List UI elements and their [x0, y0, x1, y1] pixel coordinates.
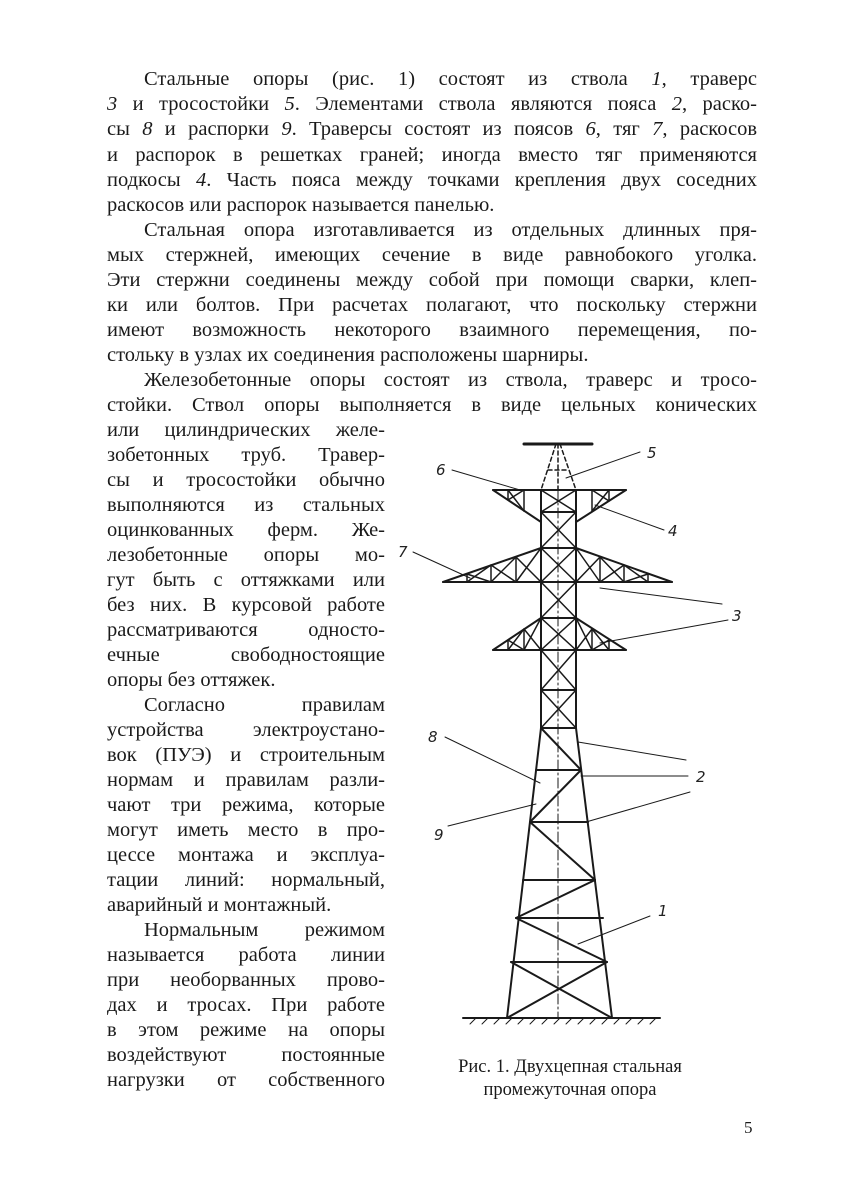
text-line: нагрузки от собственного [107, 1069, 385, 1091]
text-line: тации линий: нормальный, [107, 869, 385, 891]
figure-caption-line2: промежуточная опора [483, 1080, 657, 1100]
text-line: в этом режиме на опоры [107, 1019, 385, 1041]
text-line: воздействуют постоянные [107, 1044, 385, 1066]
text-line: и распорок в решетках граней; иногда вместо тяг применяются [107, 144, 757, 166]
ground-wire-peak [541, 444, 576, 490]
text-line: Согласно правилам [144, 694, 385, 716]
leg-right [576, 728, 612, 1018]
lower-bracing [507, 728, 612, 1018]
label-7: 7 [398, 543, 408, 561]
text-line: оцинкованных ферм. Же- [107, 519, 385, 541]
text-line: гут быть с оттяжками или [107, 569, 385, 591]
text-line: устройства электроустано- [107, 719, 385, 741]
text-line: подкосы 4. Часть пояса между точками крепления двух соседних [107, 169, 757, 191]
text-line: Стальные опоры (рис. 1) состоят из ствола 1, траверс [144, 68, 757, 90]
text-line: Железобетонные опоры состоят из ствола, траверс и тросо- [144, 369, 757, 391]
label-2: 2 [696, 768, 706, 786]
text-line: Стальная опора изготавливается из отдельных длинных пря- [144, 219, 757, 241]
text-line: или цилиндрических желе- [107, 419, 385, 441]
text-line: чают три режима, которые [107, 794, 385, 816]
text-line: дах и тросах. При работе [107, 994, 385, 1016]
label-8: 8 [428, 728, 438, 746]
text-line: стольку в узлах их соединения расположены шарниры. [107, 344, 589, 366]
crossarm-top [493, 490, 626, 522]
text-line: ечные свободностоящие [107, 644, 385, 666]
text-line: при необорванных прово- [107, 969, 385, 991]
text-line: раскосов или распорок называется панелью. [107, 194, 495, 216]
text-line: нормам и правилам разли- [107, 769, 385, 791]
leader-lines [413, 452, 728, 944]
text-line: аварийный и монтажный. [107, 894, 332, 916]
leg-left [507, 728, 541, 1018]
label-5: 5 [647, 444, 657, 462]
label-9: 9 [434, 826, 444, 844]
text-line: рассматриваются односто- [107, 619, 385, 641]
text-line: цессе монтажа и эксплуа- [107, 844, 385, 866]
text-line: сы и тросостойки обычно [107, 469, 385, 491]
text-line: стойки. Ствол опоры выполняется в виде цельных конических [107, 394, 757, 416]
text-line: Эти стержни соединены между собой при помощи сварки, клеп- [107, 269, 757, 291]
label-6: 6 [436, 461, 446, 479]
text-line: сы 8 и распорки 9. Траверсы состоят из поясов 6, тяг 7, раскосов [107, 118, 758, 140]
text-line: Нормальным режимом [144, 919, 385, 941]
text-line: 3 и тросостойки 5. Элементами ствола являются пояса 2, раско- [107, 93, 757, 115]
text-line: мых стержней, имеющих сечение в виде равнобокого уголка. [107, 244, 757, 266]
text-line: называется работа линии [107, 944, 385, 966]
text-line: без них. В курсовой работе [107, 594, 385, 616]
label-1: 1 [658, 902, 668, 920]
figure-caption-line1: Рис. 1. Двухцепная стальная [458, 1057, 682, 1077]
text-line: зобетонных труб. Травер- [107, 444, 385, 466]
text-line: опоры без оттяжек. [107, 669, 276, 691]
text-line: ки или болтов. При расчетах полагают, что поскольку стержни [107, 294, 757, 316]
text-line: вок (ПУЭ) и строительным [107, 744, 385, 766]
text-line: выполняются из стальных [107, 494, 385, 516]
text-line: могут иметь место в про- [107, 819, 385, 841]
text-line: имеют возможность некоторого взаимного перемещения, по- [107, 319, 757, 341]
page-number: 5 [744, 1118, 753, 1137]
label-4: 4 [668, 522, 678, 540]
label-3: 3 [732, 607, 742, 625]
text-line: лезобетонные опоры мо- [107, 544, 385, 566]
